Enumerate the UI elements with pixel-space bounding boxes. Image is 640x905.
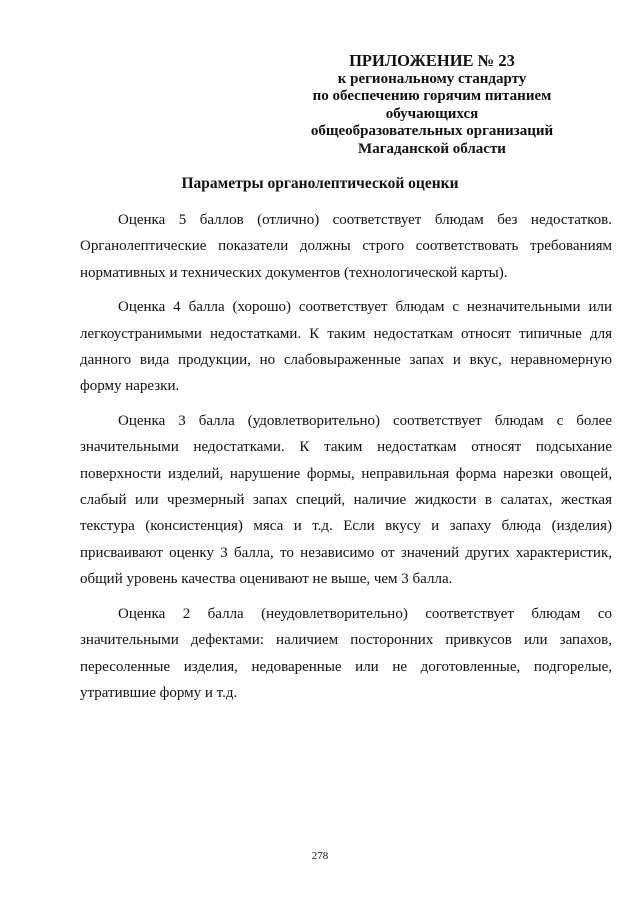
appendix-line: Магаданской области [358,140,506,157]
paragraph-grade-2: Оценка 2 балла (неудовлетворительно) соответствует блюдам со значительными дефектами: наличием посторонних привкусов или запахов, пересоленные изделия, недоваренные или не доготовленные, подгорелые, утратившие форму и т.д. [80,605,612,701]
appendix-title: ПРИЛОЖЕНИЕ № 23 [349,51,515,70]
page-number: 278 [311,850,329,862]
document-heading: Параметры органолептической оценки [181,175,459,192]
paragraph-grade-3: Оценка 3 балла (удовлетворительно) соответствует блюдам с более значительными недостатками. К таким недостаткам относят подсыхание поверхности изделий, нарушение формы, неправильная форма нарезки овощей, слабый или чрезмерный запах специй, наличие жидкости в салатах, жесткая текстура (консистенция) мяса и т.д. Если вкусу и запаху блюда (изделия) присваивают оценку 3 балла, то независимо от значений других характеристик, общий уровень качества оценивают не выше, чем 3 балла. [80,412,612,588]
appendix-line: к региональному стандарту [337,70,527,87]
appendix-line: обучающихся [385,105,479,122]
appendix-header [282,52,582,159]
paragraph-grade-4: Оценка 4 балла (хорошо) соответствует блюдам с незначительными или легкоустранимыми недостатками. К таким недостаткам относят типичные для данного вида продукции, но слабовыраженные запах и вкус, неравномерную форму нарезки. [80,299,612,395]
appendix-line: общеобразовательных организаций [310,123,554,140]
paragraph-grade-5: Оценка 5 баллов (отлично) соответствует блюдам без недостатков. Органолептические показатели должны строго соответствовать требованиям нормативных и технических документов (технологической карты). [80,212,612,281]
appendix-line: по обеспечению горячим питанием [312,88,552,105]
document-body [80,207,612,714]
